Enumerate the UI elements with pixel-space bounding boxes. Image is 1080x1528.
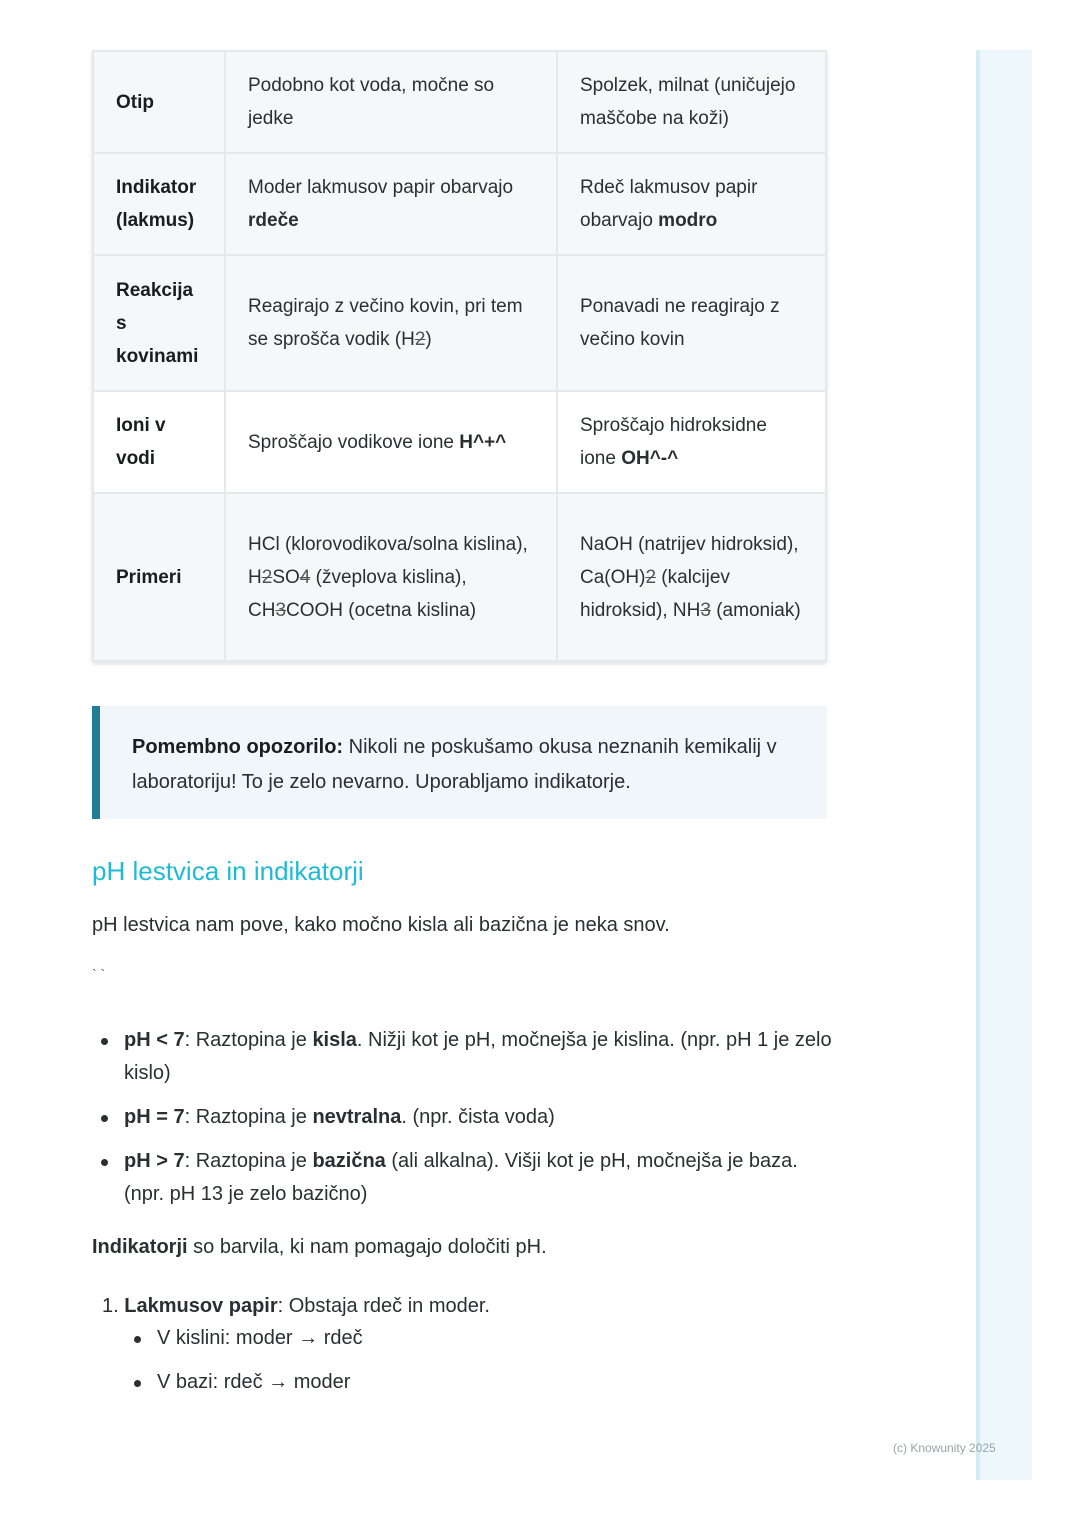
litmus-sublist bbox=[132, 1322, 363, 1410]
row-header: Reakcija s kovinami bbox=[93, 255, 225, 391]
list-item: pH > 7: Raztopina je bazična (ali alkalna). Višji kot je pH, močnejša je baza. (npr. pH 13 je zelo bazično) bbox=[92, 1145, 832, 1211]
row-header: Ioni v vodi bbox=[93, 391, 225, 493]
acid-base-comparison-table bbox=[92, 50, 827, 662]
acid-cell: Reagirajo z večino kovin, pri tem se sprošča vodik (H2) bbox=[225, 255, 557, 391]
base-cell: Rdeč lakmusov papir obarvajo modro bbox=[557, 153, 826, 255]
section-heading: pH lestvica in indikatorji bbox=[92, 856, 364, 886]
acid-cell: Sproščajo vodikove ione H^+^ bbox=[225, 391, 557, 493]
list-item: pH < 7: Raztopina je kisla. Nižji kot je pH, močnejša je kislina. (npr. pH 1 je zelo kislo) bbox=[92, 1024, 832, 1090]
callout-label: Pomembno opozorilo: bbox=[132, 736, 344, 758]
row-header: Primeri bbox=[93, 493, 225, 661]
intro-paragraph: pH lestvica nam pove, kako močno kisla ali bazična je neka snov. bbox=[92, 914, 670, 936]
stray-backticks: ` ` bbox=[92, 966, 106, 982]
ph-list bbox=[92, 1024, 832, 1222]
list-item: V bazi: rdeč → moder bbox=[132, 1366, 363, 1399]
ordered-list-item: 1. Lakmusov papir: Obstaja rdeč in moder. bbox=[102, 1295, 490, 1317]
callout-text: Nikoli ne poskušamo okusa neznanih kemikalij v laboratoriju! To je zelo nevarno. Uporabljamo indikatorje. bbox=[132, 736, 777, 793]
base-cell: NaOH (natrijev hidroksid), Ca(OH)2 (kalcijev hidroksid), NH3 (amoniak) bbox=[557, 493, 826, 661]
row-header: Otip bbox=[93, 51, 225, 153]
row-header: Indikator (lakmus) bbox=[93, 153, 225, 255]
indicators-paragraph: Indikatorji so barvila, ki nam pomagajo določiti pH. bbox=[92, 1236, 547, 1258]
list-item: pH = 7: Raztopina je nevtralna. (npr. čista voda) bbox=[92, 1101, 832, 1134]
warning-callout bbox=[92, 706, 827, 819]
copyright-footer: (c) Knowunity 2025 bbox=[893, 1441, 996, 1455]
acid-cell: Moder lakmusov papir obarvajo rdeče bbox=[225, 153, 557, 255]
base-cell: Ponavadi ne reagirajo z večino kovin bbox=[557, 255, 826, 391]
table-row bbox=[93, 153, 826, 255]
acid-cell: HCl (klorovodikova/solna kislina), H2SO4 (žveplova kislina), CH3COOH (ocetna kislina) bbox=[225, 493, 557, 661]
acid-cell: Podobno kot voda, močne so jedke bbox=[225, 51, 557, 153]
table-row bbox=[93, 391, 826, 493]
base-cell: Sproščajo hidroksidne ione OH^-^ bbox=[557, 391, 826, 493]
table-row bbox=[93, 493, 826, 661]
table-row bbox=[93, 255, 826, 391]
right-sidebar-strip bbox=[976, 50, 1032, 1480]
table-row bbox=[93, 51, 826, 153]
base-cell: Spolzek, milnat (uničujejo maščobe na koži) bbox=[557, 51, 826, 153]
list-item: V kislini: moder → rdeč bbox=[132, 1322, 363, 1355]
